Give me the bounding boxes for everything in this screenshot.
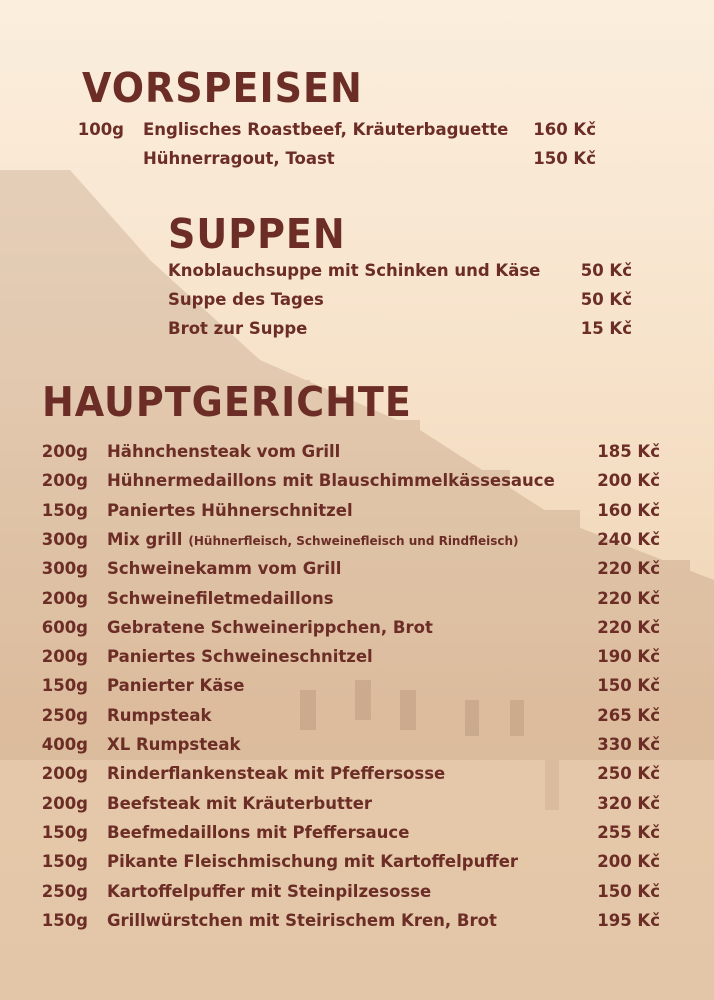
item-price: 190 Kč bbox=[597, 647, 660, 667]
item-weight: 250g bbox=[41, 705, 88, 725]
item-name bbox=[107, 439, 340, 465]
item-weight: 150g bbox=[41, 822, 88, 842]
item-name bbox=[107, 849, 518, 875]
item-name-text: Panierter Käse bbox=[107, 676, 245, 696]
item-note: (Hühnerfleisch, Schweinefleisch und Rindfleisch) bbox=[188, 533, 519, 548]
menu-item bbox=[0, 258, 714, 284]
section-title-suppen: SUPPEN bbox=[168, 210, 346, 258]
item-price: 240 Kč bbox=[597, 529, 660, 549]
item-name-text: Grillwürstchen mit Steirischem Kren, Brot bbox=[107, 910, 497, 930]
item-name-text: Rinderflankensteak mit Pfeffersosse bbox=[107, 764, 446, 784]
item-price: 250 Kč bbox=[597, 764, 660, 784]
item-price: 160 Kč bbox=[533, 120, 596, 139]
menu-item bbox=[0, 287, 714, 313]
item-price: 220 Kč bbox=[597, 617, 660, 637]
item-name bbox=[107, 732, 240, 758]
menu-item bbox=[0, 316, 714, 342]
menu-item bbox=[0, 908, 714, 934]
item-name-text: Paniertes Hühnerschnitzel bbox=[107, 500, 353, 520]
item-name bbox=[107, 468, 555, 494]
menu-item bbox=[0, 586, 714, 612]
item-name bbox=[107, 820, 409, 846]
item-name: Hühnerragout, Toast bbox=[143, 149, 335, 168]
menu-item bbox=[0, 527, 714, 553]
menu-item bbox=[0, 644, 714, 670]
section-title-vorspeisen: VORSPEISEN bbox=[82, 64, 363, 112]
item-weight: 150g bbox=[41, 676, 88, 696]
item-weight: 200g bbox=[41, 647, 88, 667]
item-price: 220 Kč bbox=[597, 559, 660, 579]
item-name bbox=[107, 615, 433, 641]
item-price: 150 Kč bbox=[597, 676, 660, 696]
item-name bbox=[107, 908, 497, 934]
item-price: 320 Kč bbox=[597, 793, 660, 813]
item-name: Suppe des Tages bbox=[168, 290, 324, 309]
menu-item bbox=[0, 615, 714, 641]
menu-item bbox=[0, 879, 714, 905]
item-price: 150 Kč bbox=[533, 149, 596, 168]
item-name bbox=[107, 498, 353, 524]
item-weight: 150g bbox=[41, 910, 88, 930]
item-name bbox=[107, 644, 373, 670]
menu-item bbox=[0, 820, 714, 846]
item-weight: 200g bbox=[41, 471, 88, 491]
menu-item bbox=[0, 732, 714, 758]
menu-item bbox=[0, 703, 714, 729]
item-name-text: Mix grill bbox=[107, 529, 183, 549]
item-name: Brot zur Suppe bbox=[168, 319, 308, 338]
menu-item bbox=[0, 556, 714, 582]
item-weight: 100g bbox=[77, 120, 124, 139]
item-weight: 200g bbox=[41, 588, 88, 608]
item-weight: 400g bbox=[41, 735, 88, 754]
item-weight: 250g bbox=[41, 881, 88, 901]
item-price: 150 Kč bbox=[597, 881, 660, 901]
item-name-text: Rumpsteak bbox=[107, 705, 212, 725]
item-name-text: Schweinekamm vom Grill bbox=[107, 559, 342, 579]
item-name bbox=[107, 673, 244, 699]
section-title-hauptgerichte: HAUPTGERICHTE bbox=[42, 378, 412, 426]
item-name bbox=[107, 586, 334, 612]
item-price: 200 Kč bbox=[597, 471, 660, 491]
item-name-text: XL Rumpsteak bbox=[107, 735, 241, 754]
item-weight: 300g bbox=[41, 529, 88, 549]
item-name-text: Gebratene Schweinerippchen, Brot bbox=[107, 617, 433, 637]
item-price: 265 Kč bbox=[597, 705, 660, 725]
item-weight: 300g bbox=[41, 559, 88, 579]
item-name: Knoblauchsuppe mit Schinken und Käse bbox=[168, 261, 541, 280]
item-price: 195 Kč bbox=[597, 910, 660, 930]
item-name bbox=[107, 879, 431, 905]
item-price: 200 Kč bbox=[597, 852, 660, 872]
menu-item bbox=[0, 468, 714, 494]
item-name bbox=[107, 556, 341, 582]
item-price: 160 Kč bbox=[597, 500, 660, 520]
menu-item bbox=[0, 849, 714, 875]
item-name bbox=[107, 761, 445, 787]
item-weight: 600g bbox=[41, 617, 88, 637]
item-name-text: Paniertes Schweineschnitzel bbox=[107, 647, 373, 667]
item-name-text: Schweinefiletmedaillons bbox=[107, 588, 334, 608]
item-price: 220 Kč bbox=[597, 588, 660, 608]
item-price: 330 Kč bbox=[597, 735, 660, 754]
menu-item bbox=[0, 146, 714, 172]
menu-item bbox=[0, 673, 714, 699]
item-weight: 200g bbox=[41, 793, 88, 813]
item-price: 15 Kč bbox=[580, 319, 632, 338]
item-price: 50 Kč bbox=[580, 290, 632, 309]
menu-item bbox=[0, 761, 714, 787]
item-weight: 150g bbox=[41, 500, 88, 520]
menu-item bbox=[0, 117, 714, 143]
item-price: 50 Kč bbox=[580, 261, 632, 280]
item-name-text: Kartoffelpuffer mit Steinpilzesosse bbox=[107, 881, 432, 901]
item-weight: 200g bbox=[41, 442, 88, 461]
item-name-text: Pikante Fleischmischung mit Kartoffelpuffer bbox=[107, 852, 519, 872]
item-weight: 200g bbox=[41, 764, 88, 784]
item-name-text: Hühnermedaillons mit Blauschimmelkässesauce bbox=[107, 471, 555, 491]
item-name bbox=[107, 703, 211, 729]
item-name bbox=[107, 791, 372, 817]
item-name-text: Beefsteak mit Kräuterbutter bbox=[107, 793, 373, 813]
item-weight: 150g bbox=[41, 852, 88, 872]
menu-item bbox=[0, 791, 714, 817]
item-name-text: Beefmedaillons mit Pfeffersauce bbox=[107, 822, 410, 842]
item-price: 185 Kč bbox=[597, 442, 660, 461]
menu-item bbox=[0, 439, 714, 465]
menu-item bbox=[0, 498, 714, 524]
item-price: 255 Kč bbox=[597, 822, 660, 842]
item-name bbox=[107, 527, 519, 554]
item-name: Englisches Roastbeef, Kräuterbaguette bbox=[143, 120, 509, 139]
item-name-text: Hähnchensteak vom Grill bbox=[107, 442, 341, 461]
